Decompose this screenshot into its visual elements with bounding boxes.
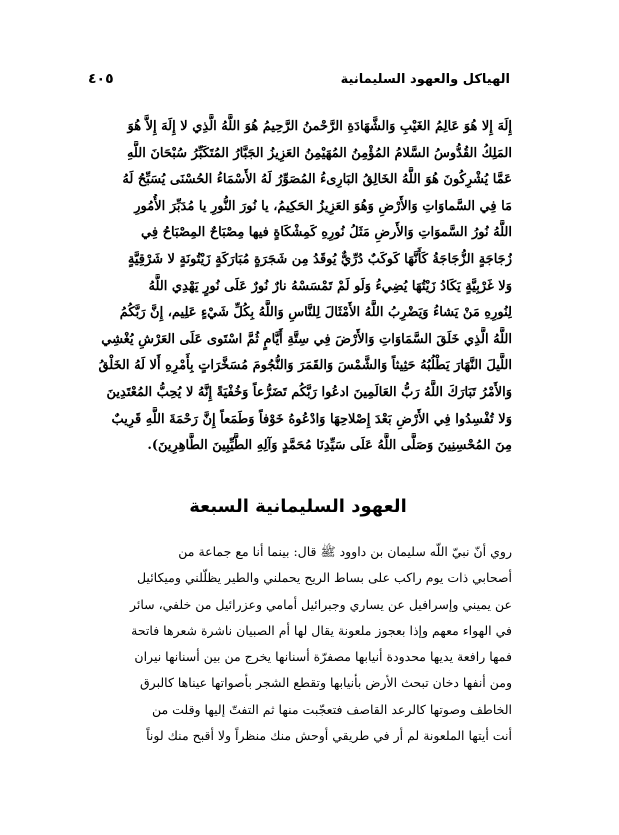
verse-line: وَلا تُفْسِدُوا فِي الأَرْضِ بَعْدَ إِصْلاحِهَا وَادْعُوهُ خَوْفاً وَطَمَعاً إِنَّ رَحْمَةَ اللَّهِ قَرِيبٌ: [111, 411, 512, 427]
verse-line: عَمَّا يُشْرِكُونَ هُوَ اللَّهُ الخَالِقُ البَارِىءُ المُصَوِّرُ لَهُ الأَسْمَاءُ الحُسْنَى يُسَبِّحُ لَهُ: [122, 172, 512, 188]
prose-line: الخاطف وصوتها كالرعد القاصف فتعجّبت منها ثم التفتّ إليها وقلت من: [151, 701, 512, 717]
prose-block: [84, 539, 512, 749]
prose-line: أنت أيتها الملعونة لم أر في طريقي أوحش منك منظراً ولا أقبح منك لوناً: [146, 728, 512, 744]
running-title: الهياكل والعهود السليمانية: [340, 72, 510, 87]
verse-line: وَلا غَرْبِيَّةٍ يَكَادُ زَيْتُهَا يُضِيءُ وَلَو لَمْ تَمْسَسْهُ نارٌ نُورٌ عَلَى نُورٍ يَهْدِي اللَّهُ: [148, 278, 512, 294]
verse-line: مَا فِي السَّماوَاتِ وَالأَرْضِ وَهُوَ العَزِيزُ الحَكِيمُ، يا نُورَ النُّورِ يا مُدَبِّرَ الأُمُورِ: [134, 198, 512, 214]
page-header: [88, 72, 510, 96]
verse-line: اللَّيلَ النَّهَارَ يَطْلُبُهُ حَثِيثاً وَالشَّمْسَ وَالقَمَرَ وَالنُّجُومَ مُسَخَّرَاتٍ بِأَمْرِهِ أَلا لَهُ الخَلْقُ: [98, 358, 512, 374]
verse-line: لِنُورِهِ مَنْ يَشاءُ وَيَضْرِبُ اللَّهُ الأَمْثَالَ لِلنَّاسِ وَاللَّهُ بِكُلِّ شَيْءٍ عَلِيم، إِنَّ رَبَّكُمُ: [119, 305, 512, 321]
verse-line: وَالأَمْرُ تَبَارَكَ اللَّهُ رَبُّ العَالَمِينَ ادعُوا رَبَّكُم تَضَرُّعاً وَخُفْيَةً إِنَّهُ لا يُحِبُّ المُعْتَدِينَ: [106, 384, 512, 400]
verse-line: المَلِكُ القُدُّوسُ السَّلامُ المُؤْمِنُ المُهَيْمِنُ العَزِيزُ الجَبَّارُ المُتَكَبِّرُ سُبْحَانَ اللَّهِ: [126, 145, 512, 161]
verse-block: [84, 114, 512, 460]
page-number: ٤٠٥: [88, 71, 114, 87]
verse-line: إِلَهَ إِلا هُوَ عَالِمُ الغَيْبِ وَالشَّهَادَةِ الرَّحْمنُ الرَّحِيمُ هُوَ اللَّهُ الَّذِي لا إِلَهَ إِلاَّ هُوَ: [127, 119, 512, 134]
prose-line: فمها رافعة يديها محدودة أنيابها مصفرّة أسنانها يخرج من بين أسنانها نيران: [134, 649, 512, 665]
verse-line: زُجَاجَةٍ الزُّجَاجَةُ كَأَنَّهَا كَوكَبٌ دُرِّيٌّ يُوقَدُ مِن شَجَرَةٍ مُبَارَكَةٍ زَيْتُونَةٍ لا شَرْقِيَّةٍ: [127, 251, 512, 267]
prose-line: روي أنّ نبيّ اللّه سليمان بن داوود ﷺ قال: بينما أنا مع جماعة من: [178, 544, 512, 559]
verse-line: اللَّهُ الَّذِي خَلَقَ السَّمَاوَاتِ وَالأَرْضَ فِي سِتَّةِ أَيَّامٍ ثُمَّ اسْتَوى عَلَى العَرْشِ يُغْشِي: [101, 331, 512, 347]
prose-line: أصحابي ذات يوم راكب على بساط الريح يحملني والطير يظلّلني وميكائيل: [136, 570, 512, 586]
verse-line: مِنَ المُحْسِنِينَ وَصَلَّى اللَّهُ عَلَى سَيِّدِنَا مُحَمَّدٍ وَآلِهِ الطَّيِّبِينَ الطَّاهِرِينَ).: [147, 438, 512, 454]
prose-line: عن يميني وإسرافيل عن يساري وجبرائيل أمامي وعزرائيل من خلفي، سائر: [129, 596, 512, 612]
verse-line: اللَّهُ نُورُ السَّموَاتِ وَالأَرضِ مَثَلُ نُورِهِ كَمِشْكَاةٍ فيها مِصْبَاحٌ المِصْبَاحُ فِي: [141, 225, 512, 241]
prose-line: ومن أنفها دخان تبحث الأرض بأنيابها وتقطع الشجر بأصواتها عيناها كالبرق: [139, 675, 512, 691]
prose-line: في الهواء معهم وإذا بعجوز ملعونة يقال لها أم الصبيان ناشرة شعرها فاتحة: [131, 622, 512, 638]
section-title: العهود السليمانية السبعة: [189, 496, 407, 517]
